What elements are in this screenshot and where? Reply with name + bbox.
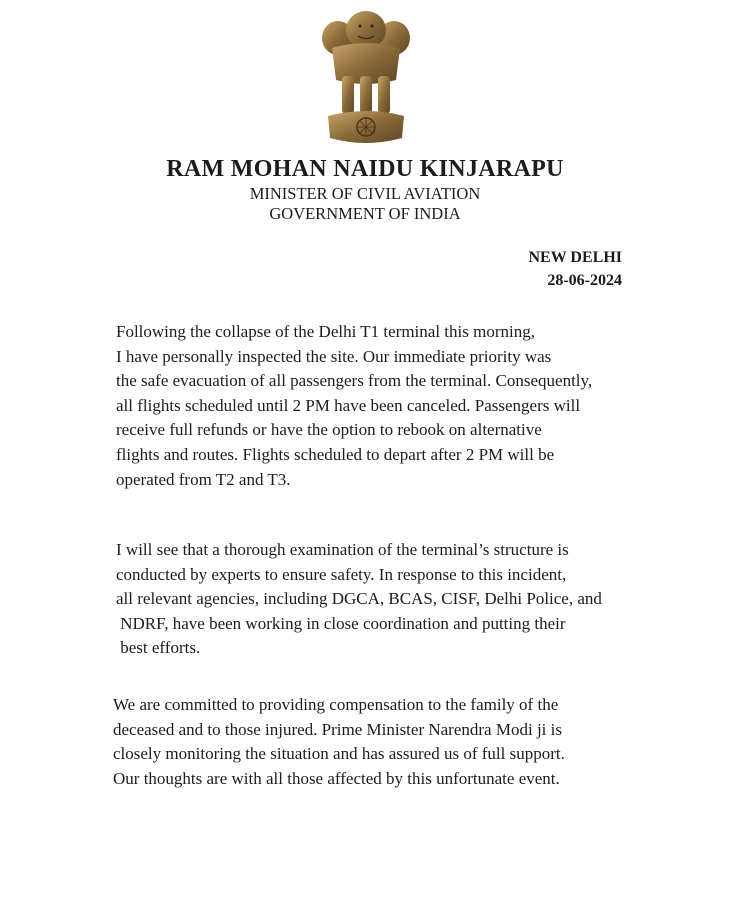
text-line: I have personally inspected the site. Our immediate priority was bbox=[116, 346, 552, 366]
text-line: We are committed to providing compensation to the family of the bbox=[113, 695, 559, 714]
text-line: receive full refunds or have the option to rebook on alternative bbox=[116, 420, 542, 440]
text-line: conducted by experts to ensure safety. In response to this incident, bbox=[116, 564, 567, 584]
text-line: deceased and to those injured. Prime Minister Narendra Modi ji is bbox=[113, 719, 562, 739]
organization: GOVERNMENT OF INDIA bbox=[269, 204, 461, 223]
date: 28-06-2024 bbox=[547, 272, 622, 289]
text-line: NDRF, have been working in close coordination and putting their bbox=[116, 613, 566, 633]
text-line: operated from T2 and T3. bbox=[116, 469, 291, 489]
text-line: flights and routes. Flights scheduled to depart after 2 PM will be bbox=[116, 444, 555, 464]
national-emblem-icon bbox=[318, 8, 414, 148]
text-line: best efforts. bbox=[116, 638, 201, 658]
minister-name: RAM MOHAN NAIDU KINJARAPU bbox=[166, 156, 564, 182]
text-line: I will see that a thorough examination of the terminal’s structure is bbox=[116, 540, 569, 559]
text-line: Following the collapse of the Delhi T1 terminal this morning, bbox=[116, 322, 535, 341]
place: NEW DELHI bbox=[528, 249, 622, 266]
text-line: all relevant agencies, including DGCA, BCAS, CISF, Delhi Police, and bbox=[116, 589, 602, 609]
paragraph-1 bbox=[116, 320, 676, 492]
text-line: Our thoughts are with all those affected by this unfortunate event. bbox=[113, 768, 560, 788]
text-line: closely monitoring the situation and has assured us of full support. bbox=[113, 744, 565, 764]
text-line: the safe evacuation of all passengers from the terminal. Consequently, bbox=[116, 371, 593, 391]
paragraph-3 bbox=[113, 693, 673, 791]
paragraph-2 bbox=[116, 538, 676, 661]
designation: MINISTER OF CIVIL AVIATION bbox=[249, 184, 481, 203]
text-line: all flights scheduled until 2 PM have been canceled. Passengers will bbox=[116, 395, 581, 415]
